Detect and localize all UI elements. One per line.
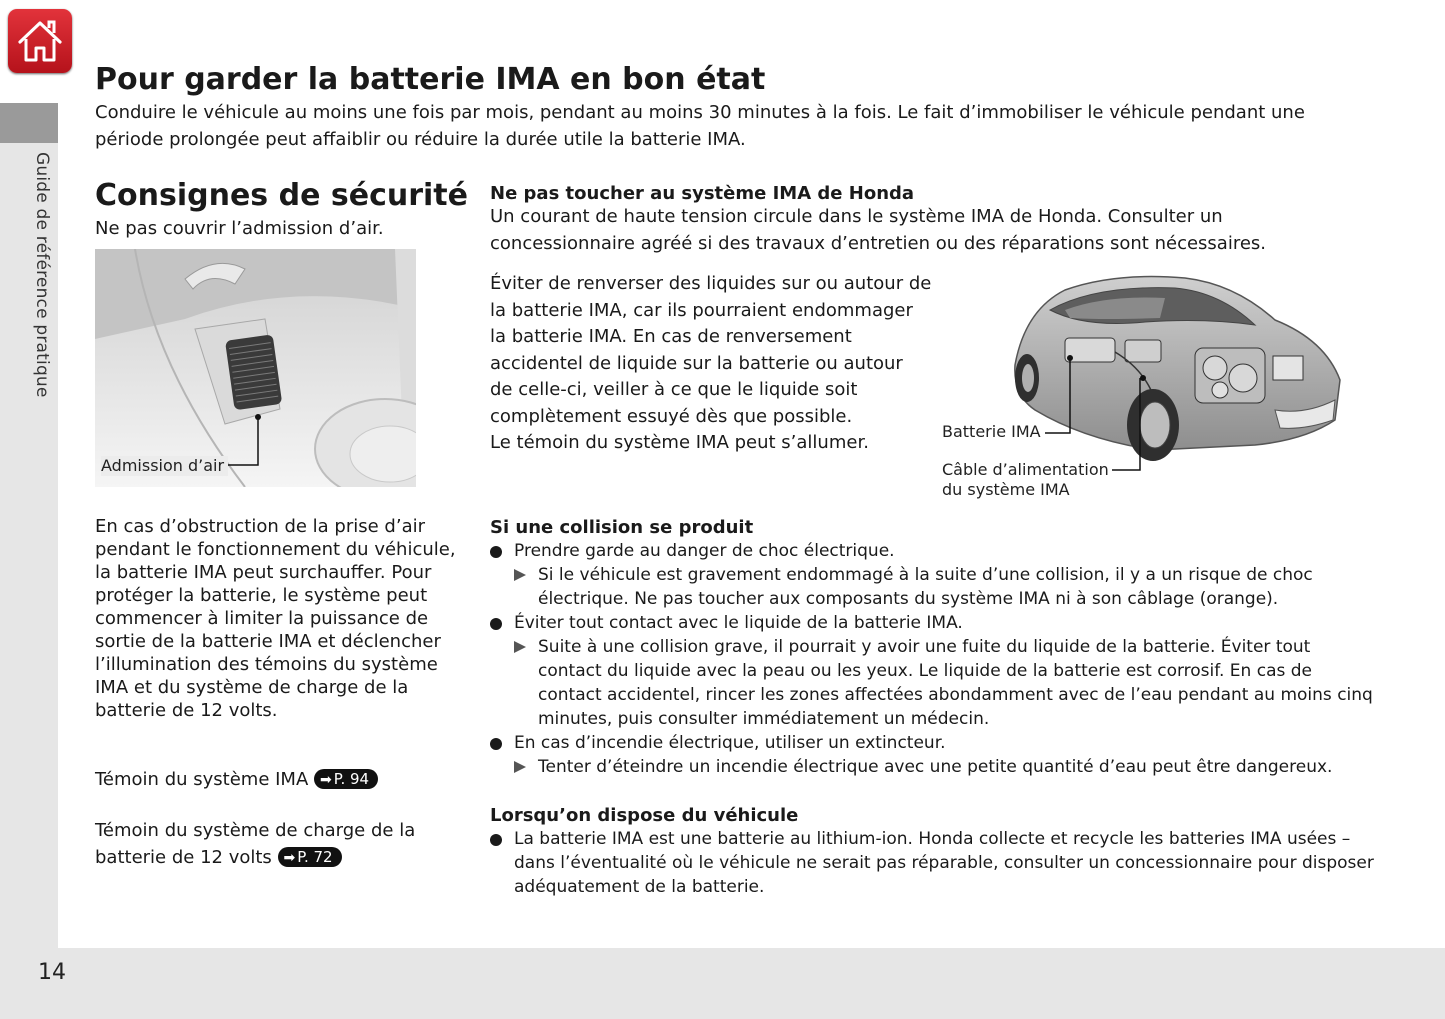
text-line: Éviter de renverser des liquides sur ou autour de xyxy=(490,273,932,294)
collision-list xyxy=(490,539,1373,779)
page-link-94[interactable] xyxy=(314,769,378,789)
disposal-list xyxy=(490,827,1374,899)
bullet-icon xyxy=(490,618,502,630)
text-line: IMA et du système de charge de la xyxy=(95,677,409,698)
section-title-collision: Si une collision se produit xyxy=(490,517,754,538)
air-intake-illustration xyxy=(95,249,416,487)
list-item xyxy=(490,539,1370,563)
section-label[interactable]: Guide de référence pratique xyxy=(32,152,52,398)
page-title: Pour garder la batterie IMA en bon état xyxy=(95,62,766,97)
section-title-safety: Consignes de sécurité xyxy=(95,178,468,213)
text-line: concessionnaire agréé si des travaux d’entretien ou des réparations sont nécessaires. xyxy=(490,232,1267,254)
ref-text: batterie de 12 volts xyxy=(95,846,272,868)
text-line: pendant le fonctionnement du véhicule, xyxy=(95,539,456,560)
list-item-text: Tenter d’éteindre un incendie électrique avec une petite quantité d’eau peut être dangereux. xyxy=(538,757,1333,777)
text-line: Un courant de haute tension circule dans le système IMA de Honda. Consulter un xyxy=(490,206,1223,227)
sub-list-item xyxy=(490,755,1370,779)
list-item-text: électrique. Ne pas toucher aux composants du système IMA ni à son câblage (orange). xyxy=(538,589,1279,609)
list-item-text: minutes, puis consulter immédiatement un médecin. xyxy=(538,709,990,729)
triangle-bullet-icon xyxy=(514,569,526,581)
footer-bar xyxy=(0,948,1445,1019)
ref-text: Témoin du système IMA xyxy=(95,769,309,790)
triangle-bullet-icon xyxy=(514,641,526,653)
intro-line: Conduire le véhicule au moins une fois par mois, pendant au moins 30 minutes à la fois. Le fait d’immobiliser le véhicule pendant une xyxy=(95,102,1305,123)
text-line: complètement essuyé dès que possible. xyxy=(490,405,853,427)
list-item xyxy=(490,731,1370,755)
sub-list-item xyxy=(490,635,1373,731)
list-item-text: dans l’éventualité où le véhicule ne serait pas réparable, consulter un concessionnaire pour disposer xyxy=(514,853,1374,873)
list-item-text: En cas d’incendie électrique, utiliser un extincteur. xyxy=(514,733,946,753)
label-line: Câble d’alimentation xyxy=(942,460,1109,479)
figure-label-air-intake: Admission d’air xyxy=(101,456,228,476)
home-icon xyxy=(16,18,64,64)
text-line: En cas d’obstruction de la prise d’air xyxy=(95,516,426,537)
sub-list-item xyxy=(490,563,1370,611)
list-item-text: contact accidentel, rincer les zones affectées abondamment avec de l’eau pendant au moins cinq xyxy=(538,685,1373,705)
safety-subtitle: Ne pas couvrir l’admission d’air. xyxy=(95,218,384,239)
list-item-text: La batterie IMA est une batterie au lithium-ion. Honda collecte et recycle les batteries IMA usées – xyxy=(514,829,1351,849)
obstruction-text xyxy=(95,515,456,722)
list-item-text: Prendre garde au danger de choc électrique. xyxy=(514,541,895,561)
bullet-icon xyxy=(490,738,502,750)
list-item-text: Éviter tout contact avec le liquide de la batterie IMA. xyxy=(514,613,963,633)
sidebar-tab[interactable] xyxy=(0,103,58,143)
text-line: Le témoin du système IMA peut s’allumer. xyxy=(490,432,869,453)
section-title-disposal: Lorsqu’on dispose du véhicule xyxy=(490,805,799,826)
ima-indicator-ref xyxy=(95,767,378,794)
page-link-label: P. 72 xyxy=(297,847,333,866)
text-line: protéger la batterie, le système peut xyxy=(95,585,428,606)
spill-text xyxy=(490,271,931,457)
list-item xyxy=(490,827,1374,899)
text-line: sortie de la batterie IMA et déclencher xyxy=(95,631,441,652)
page-link-label: P. 94 xyxy=(333,770,370,788)
page-link-72[interactable] xyxy=(278,847,342,867)
arrow-right-icon: ➡ xyxy=(283,849,296,866)
section-title-no-touch: Ne pas toucher au système IMA de Honda xyxy=(490,183,915,204)
list-item-text: Suite à une collision grave, il pourrait y avoir une fuite du liquide de la batterie. Éviter tout xyxy=(538,637,1311,657)
text-line: accidentel de liquide sur la batterie ou autour xyxy=(490,352,903,374)
air-intake-figure xyxy=(95,249,416,487)
intro-line: période prolongée peut affaiblir ou réduire la durée utile la batterie IMA. xyxy=(95,128,746,150)
intro-text xyxy=(95,100,1305,153)
label-line: du système IMA xyxy=(942,480,1070,499)
no-touch-text xyxy=(490,204,1266,257)
text-line: l’illumination des témoins du système xyxy=(95,654,438,675)
arrow-right-icon: ➡ xyxy=(320,772,332,788)
text-line: batterie de 12 volts. xyxy=(95,700,278,721)
car-label-battery: Batterie IMA xyxy=(942,422,1041,441)
home-button[interactable] xyxy=(8,9,72,73)
list-item-text: adéquatement de la batterie. xyxy=(514,877,765,897)
ref-text: Témoin du système de charge de la xyxy=(95,820,416,841)
text-line: la batterie IMA. En cas de renversement xyxy=(490,326,852,347)
triangle-bullet-icon xyxy=(514,761,526,773)
list-item-text: Si le véhicule est gravement endommagé à la suite d’une collision, il y a un risque de choc xyxy=(538,565,1313,585)
text-line: la batterie IMA peut surchauffer. Pour xyxy=(95,562,432,583)
bullet-icon xyxy=(490,834,502,846)
text-line: de celle-ci, veiller à ce que le liquide soit xyxy=(490,379,858,400)
bullet-icon xyxy=(490,546,502,558)
list-item-text: contact du liquide avec la peau ou les yeux. Le liquide de la batterie est corrosif. En cas de xyxy=(538,661,1313,681)
text-line: commencer à limiter la puissance de xyxy=(95,608,429,629)
page-number: 14 xyxy=(38,960,66,985)
car-label-cable xyxy=(942,460,1109,500)
car-callout-lines xyxy=(1030,340,1160,480)
charge-indicator-ref xyxy=(95,818,415,871)
text-line: la batterie IMA, car ils pourraient endommager xyxy=(490,299,913,321)
list-item xyxy=(490,611,1370,635)
